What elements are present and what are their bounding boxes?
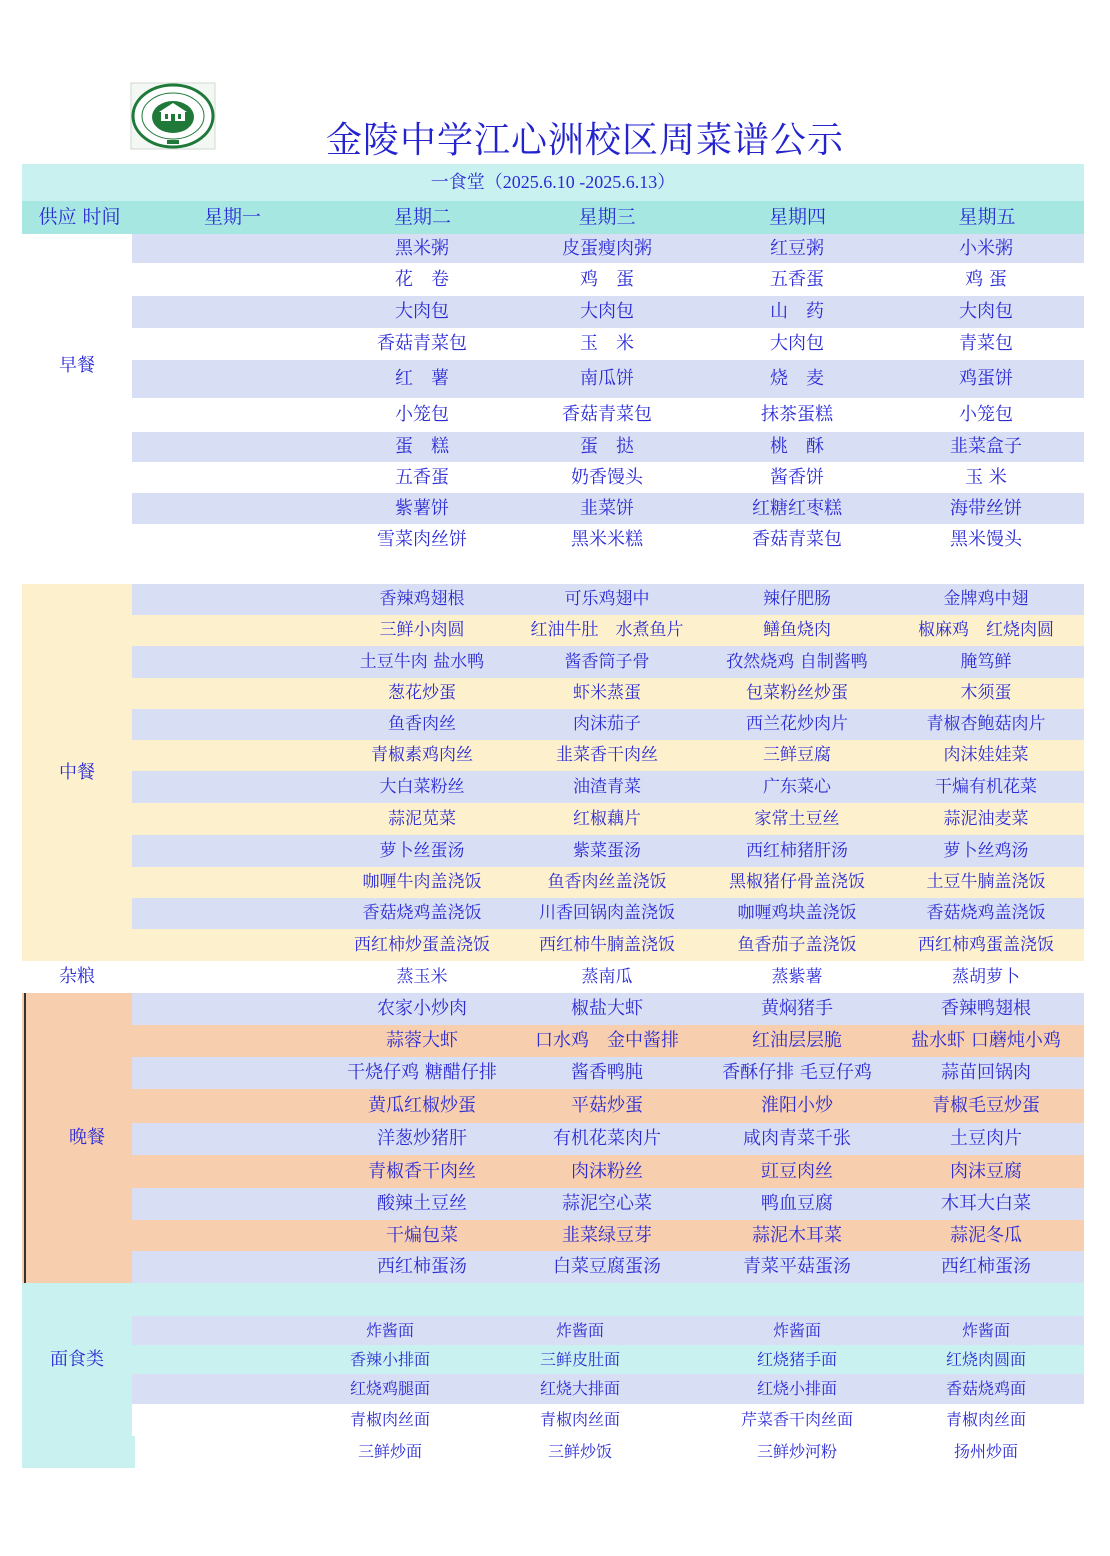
breakfast-dish: 韭菜盒子 bbox=[950, 436, 1022, 457]
dinner-dish: 盐水虾 口蘑炖小鸡 bbox=[911, 1030, 1061, 1051]
lunch-dish: 三鲜小肉圆 bbox=[379, 620, 465, 640]
noodles-dish: 香辣小排面 bbox=[349, 1350, 430, 1369]
lunch-dish: 萝卜丝鸡汤 bbox=[943, 841, 1029, 861]
dinner-dish: 肉沫粉丝 bbox=[571, 1161, 643, 1182]
lunch-dish: 干煸有机花菜 bbox=[935, 777, 1037, 797]
dinner-dish: 豇豆肉丝 bbox=[761, 1161, 833, 1182]
dinner-dish: 肉沫豆腐 bbox=[950, 1161, 1022, 1182]
header-day-mon: 星期一 bbox=[203, 206, 261, 228]
breakfast-dish: 鸡蛋饼 bbox=[959, 368, 1013, 389]
lunch-dish: 大白菜粉丝 bbox=[379, 777, 465, 797]
breakfast-dish: 红豆粥 bbox=[770, 238, 824, 259]
lunch-dish: 鱼香肉丝盖浇饭 bbox=[547, 872, 667, 892]
breakfast-dish: 大肉包 bbox=[580, 301, 634, 322]
breakfast-dish: 大肉包 bbox=[395, 301, 449, 322]
noodles-label: 面食类 bbox=[50, 1349, 104, 1370]
noodles-dish: 红烧鸡腿面 bbox=[349, 1379, 430, 1398]
lunch-dish: 香辣鸡翅根 bbox=[379, 589, 465, 609]
noodles-dish: 红烧肉圆面 bbox=[945, 1350, 1026, 1369]
dinner-dish: 韭菜绿豆芽 bbox=[562, 1225, 652, 1246]
dinner-dish: 洋葱炒猪肝 bbox=[377, 1128, 467, 1149]
breakfast-dish: 玉 米 bbox=[965, 467, 1007, 488]
noodles-dish: 红烧小排面 bbox=[756, 1379, 837, 1398]
lunch-dish: 孜然烧鸡 自制酱鸭 bbox=[726, 652, 868, 672]
noodles-dish: 青椒肉丝面 bbox=[539, 1410, 620, 1429]
breakfast-dish: 抹茶蛋糕 bbox=[761, 404, 833, 425]
dinner-dish: 西红柿蛋汤 bbox=[941, 1256, 1031, 1277]
dinner-dish: 干煸包菜 bbox=[386, 1225, 458, 1246]
breakfast-dish: 韭菜饼 bbox=[580, 498, 634, 519]
breakfast-dish: 蛋 糕 bbox=[395, 436, 449, 457]
lunch-dish: 西红柿牛腩盖浇饭 bbox=[539, 935, 675, 955]
noodles-dish: 芹菜香干肉丝面 bbox=[740, 1410, 853, 1429]
noodles-dish: 红烧猪手面 bbox=[756, 1350, 837, 1369]
dinner-dish: 青菜平菇蛋汤 bbox=[743, 1256, 851, 1277]
breakfast-dish: 鸡 蛋 bbox=[580, 269, 634, 290]
canteen-name: 一食堂 bbox=[430, 172, 485, 193]
grains-label: 杂粮 bbox=[59, 966, 95, 987]
breakfast-dish: 奶香馒头 bbox=[571, 467, 643, 488]
dinner-dish: 西红柿蛋汤 bbox=[377, 1256, 467, 1277]
lunch-dish: 葱花炒蛋 bbox=[388, 683, 456, 703]
breakfast-dish: 青菜包 bbox=[959, 333, 1013, 354]
breakfast-dish: 酱香饼 bbox=[770, 467, 824, 488]
breakfast-dish: 大肉包 bbox=[959, 301, 1013, 322]
dinner-dish: 酸辣土豆丝 bbox=[377, 1193, 467, 1214]
breakfast-dish: 五香蛋 bbox=[395, 467, 449, 488]
lunch-dish: 鱼香茄子盖浇饭 bbox=[737, 935, 857, 955]
lunch-dish: 包菜粉丝炒蛋 bbox=[746, 683, 848, 703]
school-seal-icon bbox=[130, 82, 216, 150]
dinner-dish: 咸肉青菜千张 bbox=[743, 1128, 851, 1149]
dinner-dish: 黄焖猪手 bbox=[761, 998, 833, 1019]
breakfast-label: 早餐 bbox=[59, 355, 95, 376]
breakfast-dish: 玉 米 bbox=[580, 333, 634, 354]
breakfast-dish: 黑米米糕 bbox=[571, 529, 643, 550]
dinner-dish: 农家小炒肉 bbox=[377, 998, 467, 1019]
dinner-dish: 干烧仔鸡 糖醋仔排 bbox=[347, 1062, 497, 1083]
lunch-dish: 辣仔肥肠 bbox=[763, 589, 831, 609]
dinner-dish: 香酥仔排 毛豆仔鸡 bbox=[722, 1062, 872, 1083]
breakfast-dish: 黑米粥 bbox=[395, 238, 449, 259]
noodles-dish: 三鲜炒饭 bbox=[547, 1442, 612, 1461]
breakfast-dish: 紫薯饼 bbox=[395, 498, 449, 519]
lunch-dish: 韭菜香干肉丝 bbox=[556, 745, 658, 765]
lunch-dish: 土豆牛肉 盐水鸭 bbox=[359, 652, 485, 672]
lunch-dish: 鱼香肉丝 bbox=[388, 714, 456, 734]
lunch-dish: 鳝鱼烧肉 bbox=[763, 620, 831, 640]
lunch-dish: 可乐鸡翅中 bbox=[564, 589, 650, 609]
canteen-date-banner bbox=[22, 164, 1084, 201]
breakfast-dish: 小笼包 bbox=[395, 404, 449, 425]
lunch-dish: 肉沫娃娃菜 bbox=[943, 745, 1029, 765]
dinner-dish: 青椒香干肉丝 bbox=[368, 1161, 476, 1182]
lunch-dish: 咖喱牛肉盖浇饭 bbox=[362, 872, 482, 892]
dinner-dish: 黄瓜红椒炒蛋 bbox=[368, 1095, 476, 1116]
lunch-dish: 蒜泥油麦菜 bbox=[943, 809, 1029, 829]
breakfast-dish: 蛋 挞 bbox=[580, 436, 634, 457]
page-title: 金陵中学江心洲校区周菜谱公示 bbox=[325, 120, 844, 161]
date-range: （2025.6.10 -2025.6.13） bbox=[484, 172, 676, 192]
breakfast-dish: 小米粥 bbox=[959, 238, 1013, 259]
lunch-label: 中餐 bbox=[59, 762, 95, 783]
lunch-dish: 西兰花炒肉片 bbox=[746, 714, 848, 734]
breakfast-dish: 香菇青菜包 bbox=[377, 333, 467, 354]
noodles-dish: 炸酱面 bbox=[555, 1321, 604, 1340]
breakfast-dish: 黑米馒头 bbox=[950, 529, 1022, 550]
school-logo bbox=[130, 82, 216, 150]
dinner-dish: 淮阳小炒 bbox=[761, 1095, 833, 1116]
lunch-dish: 西红柿猪肝汤 bbox=[746, 841, 848, 861]
header-time: 供应 时间 bbox=[38, 206, 121, 228]
header-day-thu: 星期四 bbox=[768, 206, 826, 228]
lunch-dish: 广东菜心 bbox=[763, 777, 831, 797]
grains-dish: 蒸玉米 bbox=[396, 967, 448, 987]
lunch-dish: 家常土豆丝 bbox=[754, 809, 840, 829]
lunch-dish: 红椒藕片 bbox=[573, 809, 641, 829]
grains-dish: 蒸胡萝卜 bbox=[952, 967, 1020, 987]
lunch-dish: 黑椒猪仔骨盖浇饭 bbox=[729, 872, 865, 892]
dinner-dish: 蒜泥冬瓜 bbox=[950, 1225, 1022, 1246]
header-day-tue: 星期二 bbox=[393, 206, 451, 228]
noodles-dish: 三鲜皮肚面 bbox=[539, 1350, 620, 1369]
dinner-dish: 酱香鸭肫 bbox=[571, 1062, 643, 1083]
dinner-dish: 蒜苗回锅肉 bbox=[941, 1062, 1031, 1083]
lunch-dish: 西红柿鸡蛋盖浇饭 bbox=[918, 935, 1054, 955]
breakfast-dish: 小笼包 bbox=[959, 404, 1013, 425]
header-day-fri: 星期五 bbox=[958, 206, 1016, 228]
breakfast-dish: 红 薯 bbox=[395, 368, 449, 389]
dinner-dish: 平菇炒蛋 bbox=[571, 1095, 643, 1116]
dinner-dish: 口水鸡 金中酱排 bbox=[535, 1030, 679, 1051]
dinner-dish: 白菜豆腐蛋汤 bbox=[553, 1256, 661, 1277]
breakfast-dish: 海带丝饼 bbox=[950, 498, 1022, 519]
noodles-dish: 青椒肉丝面 bbox=[349, 1410, 430, 1429]
lunch-dish: 紫菜蛋汤 bbox=[573, 841, 641, 861]
noodles-dish: 三鲜炒面 bbox=[357, 1442, 422, 1461]
dinner-dish: 鸭血豆腐 bbox=[761, 1193, 833, 1214]
lunch-dish: 红油牛肚 水煮鱼片 bbox=[530, 620, 684, 640]
lunch-dish: 咖喱鸡块盖浇饭 bbox=[737, 903, 857, 923]
dinner-dish: 蒜泥木耳菜 bbox=[752, 1225, 842, 1246]
grains-dish: 蒸紫薯 bbox=[771, 967, 823, 987]
lunch-dish: 金牌鸡中翅 bbox=[943, 589, 1029, 609]
breakfast-dish: 鸡 蛋 bbox=[965, 269, 1007, 290]
lunch-dish: 香菇烧鸡盖浇饭 bbox=[926, 903, 1046, 923]
lunch-dish: 西红柿炒蛋盖浇饭 bbox=[354, 935, 490, 955]
dinner-dish: 有机花菜肉片 bbox=[553, 1128, 661, 1149]
dinner-dish: 红油层层脆 bbox=[752, 1030, 842, 1051]
breakfast-dish: 花 卷 bbox=[395, 269, 449, 290]
dinner-dish: 蒜泥空心菜 bbox=[562, 1193, 652, 1214]
lunch-dish: 木须蛋 bbox=[960, 683, 1012, 703]
breakfast-dish: 南瓜饼 bbox=[580, 368, 634, 389]
noodles-dish: 炸酱面 bbox=[365, 1321, 414, 1340]
noodles-dish: 炸酱面 bbox=[961, 1321, 1010, 1340]
dinner-border-line bbox=[24, 993, 26, 1283]
noodles-dish: 炸酱面 bbox=[772, 1321, 821, 1340]
breakfast-dish: 烧 麦 bbox=[770, 368, 824, 389]
dinner-dish: 椒盐大虾 bbox=[571, 998, 643, 1019]
breakfast-dish: 红糖红枣糕 bbox=[752, 498, 842, 519]
dinner-dish: 蒜蓉大虾 bbox=[386, 1030, 458, 1051]
dinner-dish: 香辣鸭翅根 bbox=[941, 998, 1031, 1019]
lunch-dish: 肉沫茄子 bbox=[573, 714, 641, 734]
lunch-dish: 青椒素鸡肉丝 bbox=[371, 745, 473, 765]
lunch-dish: 土豆牛腩盖浇饭 bbox=[926, 872, 1046, 892]
lunch-dish: 酱香筒子骨 bbox=[564, 652, 650, 672]
lunch-dish: 香菇烧鸡盖浇饭 bbox=[362, 903, 482, 923]
lunch-dish: 青椒杏鲍菇肉片 bbox=[926, 714, 1046, 734]
breakfast-dish: 香菇青菜包 bbox=[752, 529, 842, 550]
breakfast-dish: 桃 酥 bbox=[770, 436, 824, 457]
lunch-dish: 川香回锅肉盖浇饭 bbox=[539, 903, 675, 923]
lunch-dish: 虾米蒸蛋 bbox=[573, 683, 641, 703]
noodles-top-band bbox=[22, 1283, 1084, 1316]
breakfast-dish: 皮蛋瘦肉粥 bbox=[562, 238, 652, 259]
breakfast-dish: 山 药 bbox=[770, 301, 824, 322]
lunch-dish: 萝卜丝蛋汤 bbox=[379, 841, 465, 861]
lunch-dish: 椒麻鸡 红烧肉圆 bbox=[918, 620, 1054, 640]
noodles-dish: 红烧大排面 bbox=[539, 1379, 620, 1398]
dinner-dish: 木耳大白菜 bbox=[941, 1193, 1031, 1214]
dinner-label: 晚餐 bbox=[69, 1127, 105, 1148]
lunch-dish: 油渣青菜 bbox=[573, 777, 641, 797]
breakfast-dish: 大肉包 bbox=[770, 333, 824, 354]
breakfast-dish: 香菇青菜包 bbox=[562, 404, 652, 425]
dinner-dish: 土豆肉片 bbox=[950, 1128, 1022, 1149]
noodles-dish: 扬州炒面 bbox=[953, 1442, 1018, 1461]
lunch-dish: 腌笃鲜 bbox=[960, 652, 1012, 672]
breakfast-dish: 五香蛋 bbox=[770, 269, 824, 290]
lunch-dish: 三鲜豆腐 bbox=[763, 745, 831, 765]
lunch-dish: 蒜泥苋菜 bbox=[388, 809, 456, 829]
grains-dish: 蒸南瓜 bbox=[581, 967, 633, 987]
dinner-dish: 青椒毛豆炒蛋 bbox=[932, 1095, 1040, 1116]
header-day-wed: 星期三 bbox=[578, 206, 636, 228]
noodles-dish: 三鲜炒河粉 bbox=[756, 1442, 837, 1461]
breakfast-dish: 雪菜肉丝饼 bbox=[377, 529, 467, 550]
noodles-dish: 青椒肉丝面 bbox=[945, 1410, 1026, 1429]
noodles-dish: 香菇烧鸡面 bbox=[945, 1379, 1026, 1398]
